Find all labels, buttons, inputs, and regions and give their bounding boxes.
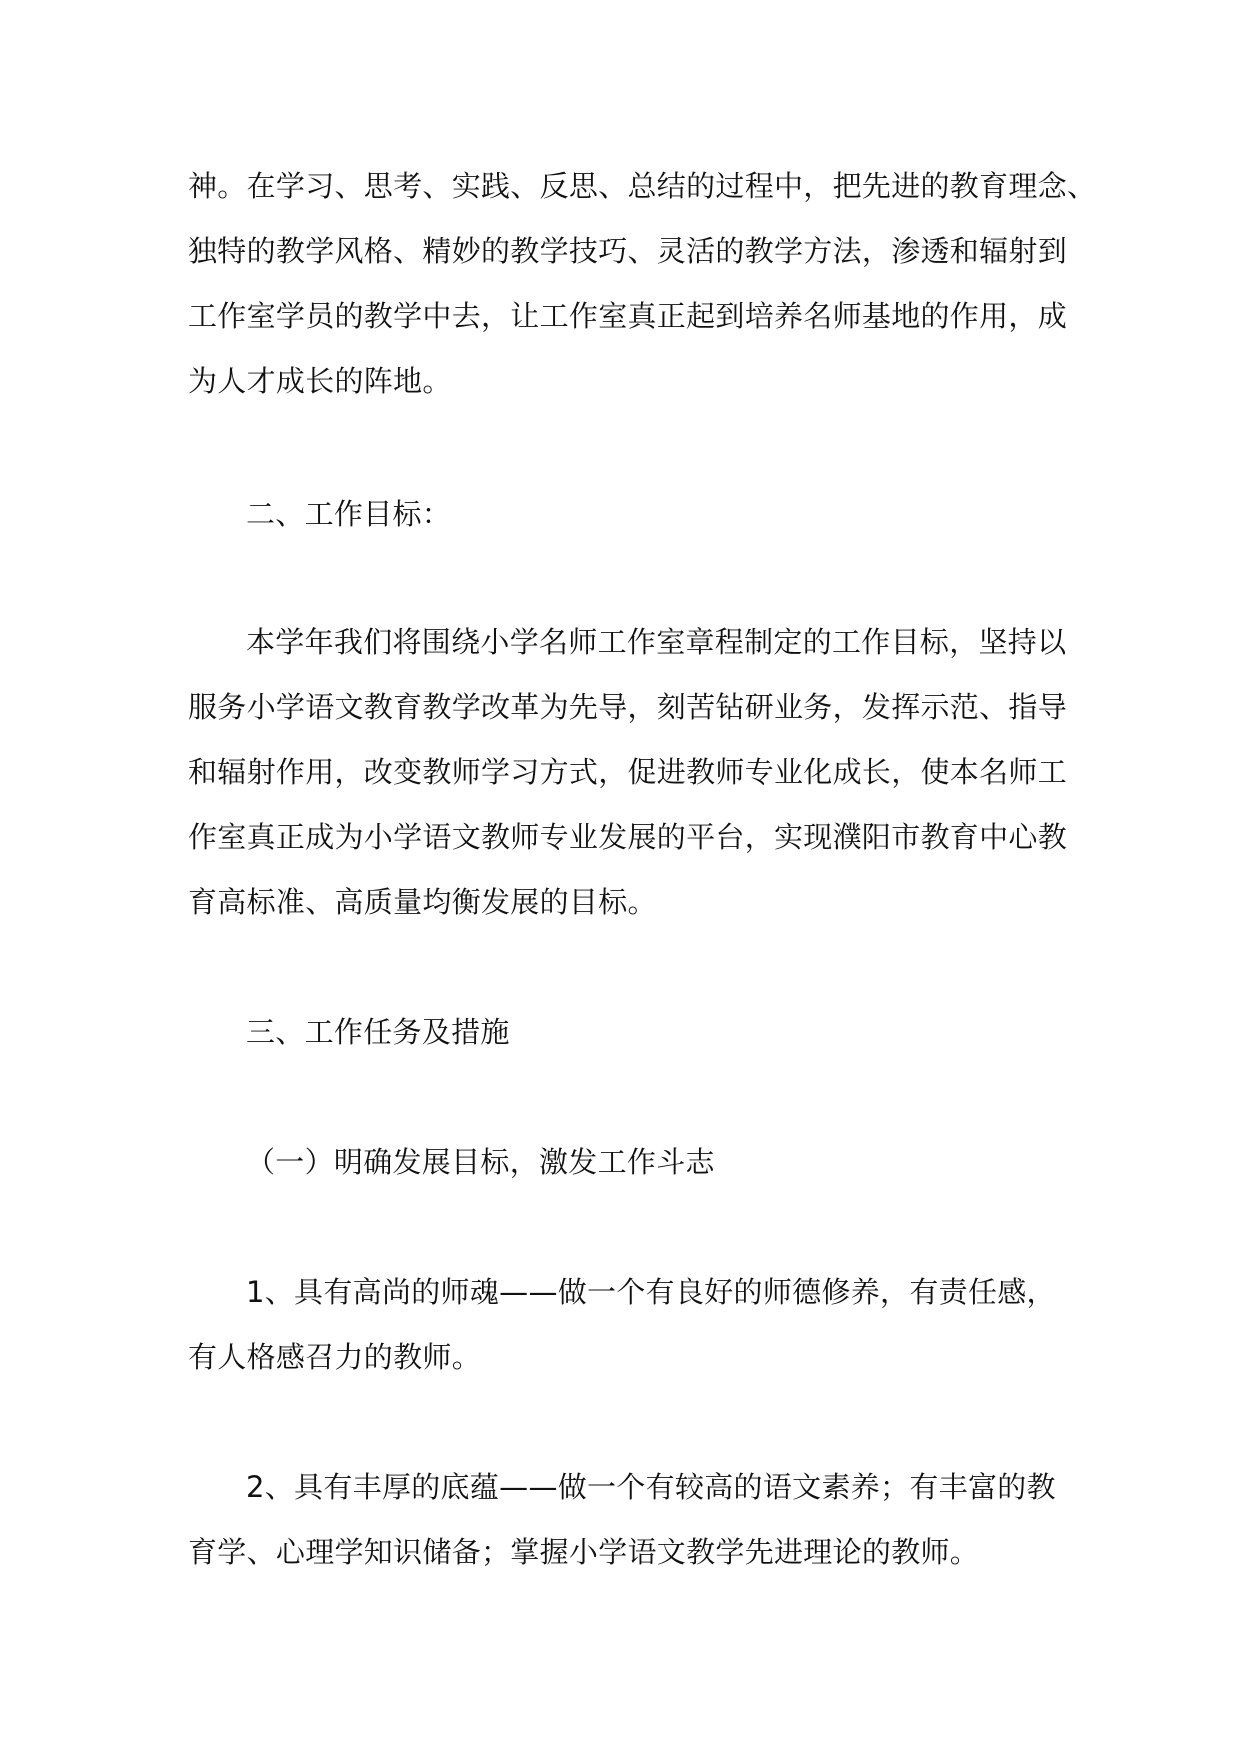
list-item-line: 2、具有丰厚的底蕴——做一个有较高的语文素养；有丰富的教 [246, 1470, 1056, 1504]
paragraph-line: 作室真正成为小学语文教师专业发展的平台，实现濮阳市教育中心教 [188, 820, 1068, 854]
paragraph-line: 本学年我们将围绕小学名师工作室章程制定的工作目标，坚持以 [246, 625, 1067, 659]
subheading-text: （一）明确发展目标，激发工作斗志 [246, 1145, 715, 1179]
section-heading-tasks [188, 1000, 1078, 1065]
subsection-heading [188, 1130, 1078, 1195]
paragraph-goals [188, 610, 1078, 935]
paragraph-continued [188, 154, 1097, 414]
paragraph-line: 工作室学员的教学中去，让工作室真正起到培养名师基地的作用，成 [188, 299, 1068, 333]
list-item-line: 有人格感召力的教师。 [188, 1340, 482, 1374]
paragraph-line: 为人才成长的阵地。 [188, 364, 452, 398]
paragraph-line: 育高标准、高质量均衡发展的目标。 [188, 885, 657, 919]
paragraph-line: 和辐射作用，改变教师学习方式，促进教师专业化成长，使本名师工 [188, 755, 1068, 789]
paragraph-line: 独特的教学风格、精妙的教学技巧、灵活的教学方法，渗透和辐射到 [188, 234, 1068, 268]
section-heading-goals [188, 482, 1078, 547]
paragraph-line: 神。在学习、思考、实践、反思、总结的过程中，把先进的教育理念、 [188, 169, 1097, 203]
list-item-1 [188, 1260, 1078, 1390]
heading-text: 二、工作目标： [246, 497, 452, 531]
list-item-line: 育学、心理学知识储备；掌握小学语文教学先进理论的教师。 [188, 1535, 980, 1569]
list-item-2 [188, 1455, 1078, 1585]
list-item-line: 1、具有高尚的师魂——做一个有良好的师德修养，有责任感， [246, 1275, 1056, 1309]
paragraph-line: 服务小学语文教育教学改革为先导，刻苦钻研业务，发挥示范、指导 [188, 690, 1068, 724]
heading-text: 三、工作任务及措施 [246, 1015, 510, 1049]
